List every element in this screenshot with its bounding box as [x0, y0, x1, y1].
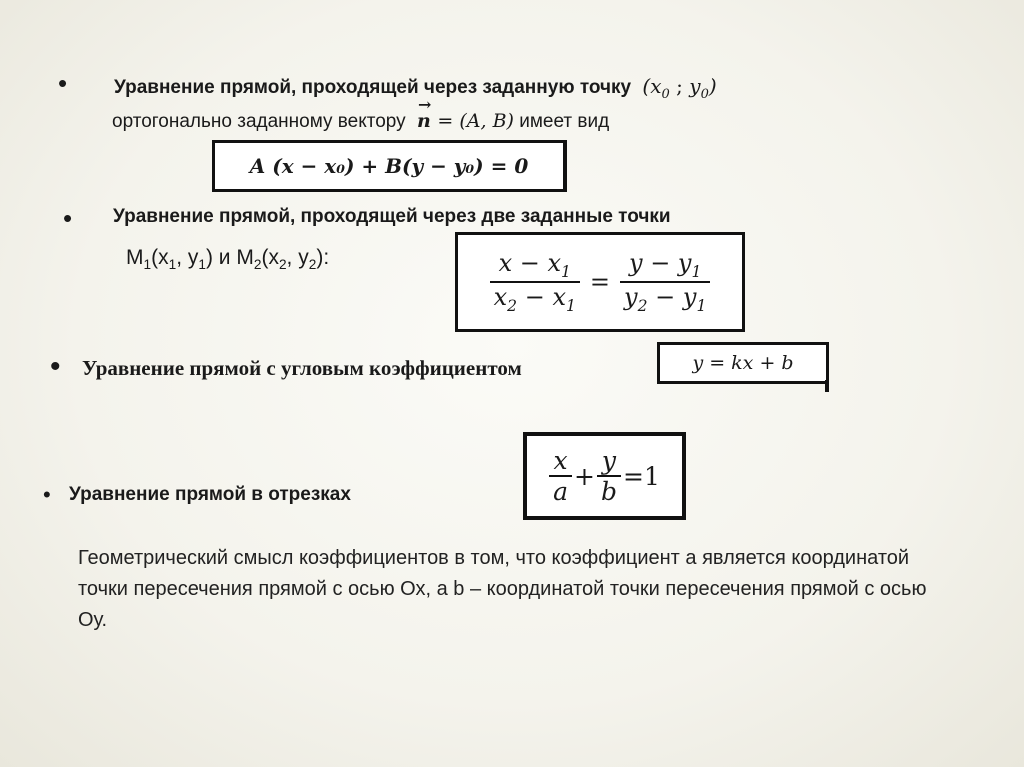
m1-y: y: [187, 246, 199, 269]
bullet-4: •: [43, 482, 51, 507]
bullet-1: •: [58, 68, 68, 98]
point-x-sub: 0: [661, 87, 670, 102]
formula-box-intercepts: [523, 432, 686, 520]
heading-intercepts: Уравнение прямой в отрезках: [69, 484, 351, 505]
bullet-2: •: [63, 203, 73, 233]
heading-two-points: Уравнение прямой, проходящей через две заданные точки: [113, 206, 671, 227]
vector-n: → n: [416, 95, 432, 132]
point-coordinates: ($x_0$ ; $y_0$): [642, 74, 717, 102]
point-y-sub: 0: [700, 87, 709, 102]
formula-box-two-points: [455, 232, 745, 332]
vector-line: [112, 95, 610, 133]
vector-value: = (A, B): [437, 110, 514, 132]
formula-point-normal: A (x − x₀) + B(y − y₀) = 0: [249, 154, 529, 178]
vector-n-letter: n: [416, 110, 431, 132]
formula-box-slope: [657, 342, 829, 384]
fraction-right-den: $y_2 - y_1$: [624, 283, 707, 315]
plus-sign: +: [574, 461, 595, 491]
slope-box-tail: [825, 380, 829, 392]
fraction-x-num: x: [553, 446, 568, 475]
fraction-left: [490, 249, 580, 315]
fraction-b-den: b: [600, 477, 617, 506]
fraction-left-den: $x_2 - x_1$: [493, 283, 576, 315]
bullet-3: •: [50, 350, 61, 383]
and-word: и: [218, 246, 231, 269]
geometric-meaning-paragraph: Геометрический смысл коэффициентов в том, что коэффициент а является координатой точки пересечения прямой с осью Ох, а b – координатой точки пересечения прямой с осью Оу.: [78, 547, 927, 631]
fraction-right: [620, 249, 710, 315]
vector-line-prefix: ортогонально заданному вектору: [112, 111, 406, 132]
point-y: y: [689, 74, 701, 98]
m2-x-sub: 2: [278, 257, 287, 273]
heading-point-normal: [114, 74, 717, 102]
m1-y-sub: 1: [198, 257, 206, 273]
point-m1: M: [126, 246, 144, 269]
m1-x: x: [158, 246, 169, 269]
fraction-a-den: a: [553, 477, 569, 506]
equals-sign: =: [589, 268, 611, 296]
fraction-y-b: [597, 446, 621, 506]
fraction-left-num: $x - x_1$: [498, 249, 571, 281]
m2-y-sub: 2: [308, 257, 317, 273]
m2-y: y: [298, 246, 309, 269]
colon: :: [323, 246, 330, 269]
vector-line-suffix: имеет вид: [519, 111, 610, 132]
formula-box-point-normal: [212, 140, 567, 192]
point-m1-sub: 1: [143, 257, 152, 273]
m1-x-sub: 1: [168, 257, 177, 273]
m2-x: x: [268, 246, 279, 269]
two-points-label: $M_1(x_1$, $y_1$) и $M_2(x_2$, $y_2$):: [126, 246, 330, 273]
heading-slope: Уравнение прямой с угловым коэффициентом: [82, 356, 522, 380]
point-x: x: [650, 74, 662, 98]
heading-point-normal-text: Уравнение прямой, проходящей через заданную точку: [114, 77, 632, 98]
point-m2: M: [236, 246, 254, 269]
fraction-x-a: [549, 446, 572, 506]
point-m2-sub: 2: [253, 257, 262, 273]
formula-slope: y = kx + b: [692, 352, 794, 374]
equals-one: =1: [623, 461, 660, 491]
point-sep: ;: [676, 74, 683, 98]
fraction-right-num: $y - y_1$: [629, 249, 702, 281]
fraction-y-num: y: [601, 446, 617, 475]
